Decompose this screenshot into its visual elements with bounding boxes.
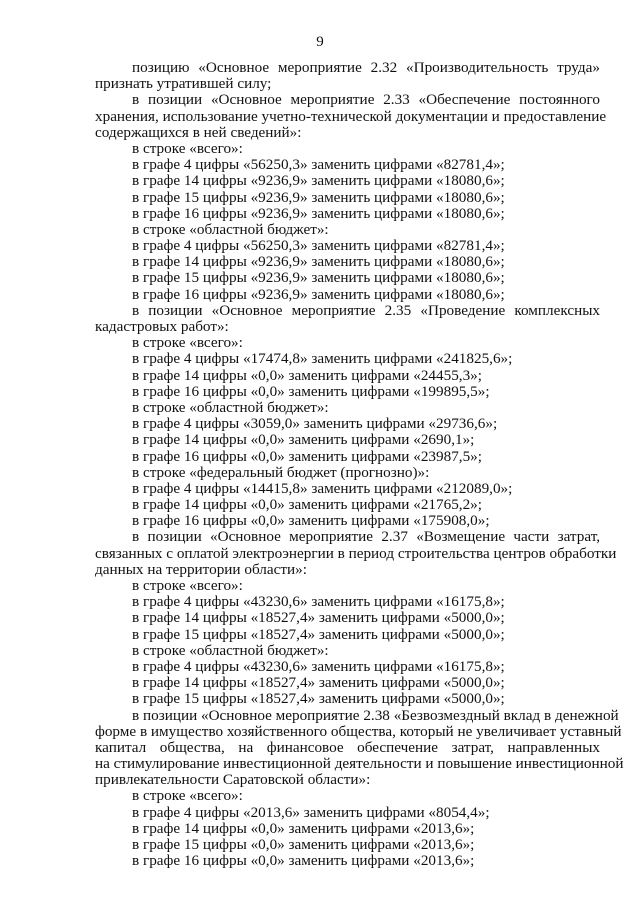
text-line: в графе 15 цифры «18527,4» заменить цифрами «5000,0»; <box>132 625 505 643</box>
text-line: в графе 16 цифры «0,0» заменить цифрами «2013,6»; <box>132 852 475 870</box>
text-line: в графе 16 цифры «9236,9» заменить цифрами «18080,6»; <box>132 285 505 303</box>
text-line: в графе 4 цифры «43230,6» заменить цифрами «16175,8»; <box>132 657 505 675</box>
page-number: 9 <box>316 34 324 50</box>
text-line: в графе 14 цифры «0,0» заменить цифрами «2690,1»; <box>132 431 475 449</box>
text-line: содержащихся в ней сведений»: <box>95 123 302 141</box>
text-line: в позиции «Основное мероприятие 2.35 «Проведение комплексных <box>132 301 600 319</box>
text-line: в графе 16 цифры «0,0» заменить цифрами «175908,0»; <box>132 512 490 530</box>
text-line: в графе 4 цифры «3059,0» заменить цифрами «29736,6»; <box>132 415 498 433</box>
document-body <box>95 59 624 870</box>
text-line: привлекательности Саратовской области»: <box>95 771 371 789</box>
text-line: в строке «всего»: <box>132 139 243 157</box>
text-line: в графе 4 цифры «17474,8» заменить цифрами «241825,6»; <box>132 350 513 368</box>
text-line: в позиции «Основное мероприятие 2.38 «Безвозмездный вклад в денежной <box>132 706 619 724</box>
text-line: в графе 4 цифры «56250,3» заменить цифрами «82781,4»; <box>132 237 505 255</box>
text-line: в графе 14 цифры «9236,9» заменить цифрами «18080,6»; <box>132 172 505 190</box>
text-line: в позиции «Основное мероприятие 2.37 «Возмещение части затрат, <box>132 528 600 546</box>
text-line: в графе 14 цифры «0,0» заменить цифрами «24455,3»; <box>132 366 482 384</box>
text-line: связанных с оплатой электроэнергии в период строительства центров обработки <box>95 544 617 562</box>
text-line: в графе 15 цифры «9236,9» заменить цифрами «18080,6»; <box>132 269 505 287</box>
text-line: позицию «Основное мероприятие 2.32 «Производительность труда» <box>132 59 600 76</box>
text-line: признать утратившей силу; <box>95 75 272 93</box>
text-line: в графе 14 цифры «18527,4» заменить цифрами «5000,0»; <box>132 674 505 692</box>
text-line: в графе 4 цифры «43230,6» заменить цифрами «16175,8»; <box>132 593 505 611</box>
text-line: данных на территории области»: <box>95 560 307 578</box>
text-line: форме в имущество хозяйственного общества, который не увеличивает уставный <box>95 722 622 740</box>
text-line: в строке «областной бюджет»: <box>132 641 329 659</box>
text-line: хранения, использование учетно-технической документации и предоставление <box>95 107 607 125</box>
text-line: в строке «федеральный бюджет (прогнозно)»: <box>132 463 430 481</box>
text-line: в строке «всего»: <box>132 787 243 805</box>
text-line: в графе 16 цифры «0,0» заменить цифрами «23987,5»; <box>132 447 482 465</box>
text-line: в графе 14 цифры «0,0» заменить цифрами «21765,2»; <box>132 496 482 514</box>
text-line: в строке «всего»: <box>132 577 243 594</box>
text-line: в графе 14 цифры «18527,4» заменить цифрами «5000,0»; <box>132 609 505 627</box>
text-line: в графе 16 цифры «0,0» заменить цифрами «199895,5»; <box>132 382 490 400</box>
text-line: в графе 14 цифры «0,0» заменить цифрами «2013,6»; <box>132 819 475 837</box>
text-line: в графе 4 цифры «56250,3» заменить цифрами «82781,4»; <box>132 156 505 174</box>
text-line: в строке «областной бюджет»: <box>132 220 329 238</box>
text-line: на стимулирование инвестиционной деятельности и повышение инвестиционной <box>95 755 624 773</box>
text-line: в графе 15 цифры «18527,4» заменить цифрами «5000,0»; <box>132 690 505 708</box>
text-line: капитал общества, на финансовое обеспечение затрат, направленных <box>95 738 600 756</box>
text-line: в строке «всего»: <box>132 334 243 352</box>
text-line: в графе 15 цифры «0,0» заменить цифрами «2013,6»; <box>132 836 475 853</box>
text-line: кадастровых работ»: <box>95 318 229 335</box>
text-line: в графе 4 цифры «14415,8» заменить цифрами «212089,0»; <box>132 479 513 497</box>
text-line: в графе 16 цифры «9236,9» заменить цифрами «18080,6»; <box>132 204 505 222</box>
text-line: в графе 14 цифры «9236,9» заменить цифрами «18080,6»; <box>132 253 505 271</box>
text-line: в графе 15 цифры «9236,9» заменить цифрами «18080,6»; <box>132 188 505 206</box>
text-line: в позиции «Основное мероприятие 2.33 «Обеспечение постоянного <box>132 91 600 109</box>
text-line: в строке «областной бюджет»: <box>132 398 329 416</box>
text-line: в графе 4 цифры «2013,6» заменить цифрами «8054,4»; <box>132 803 490 821</box>
